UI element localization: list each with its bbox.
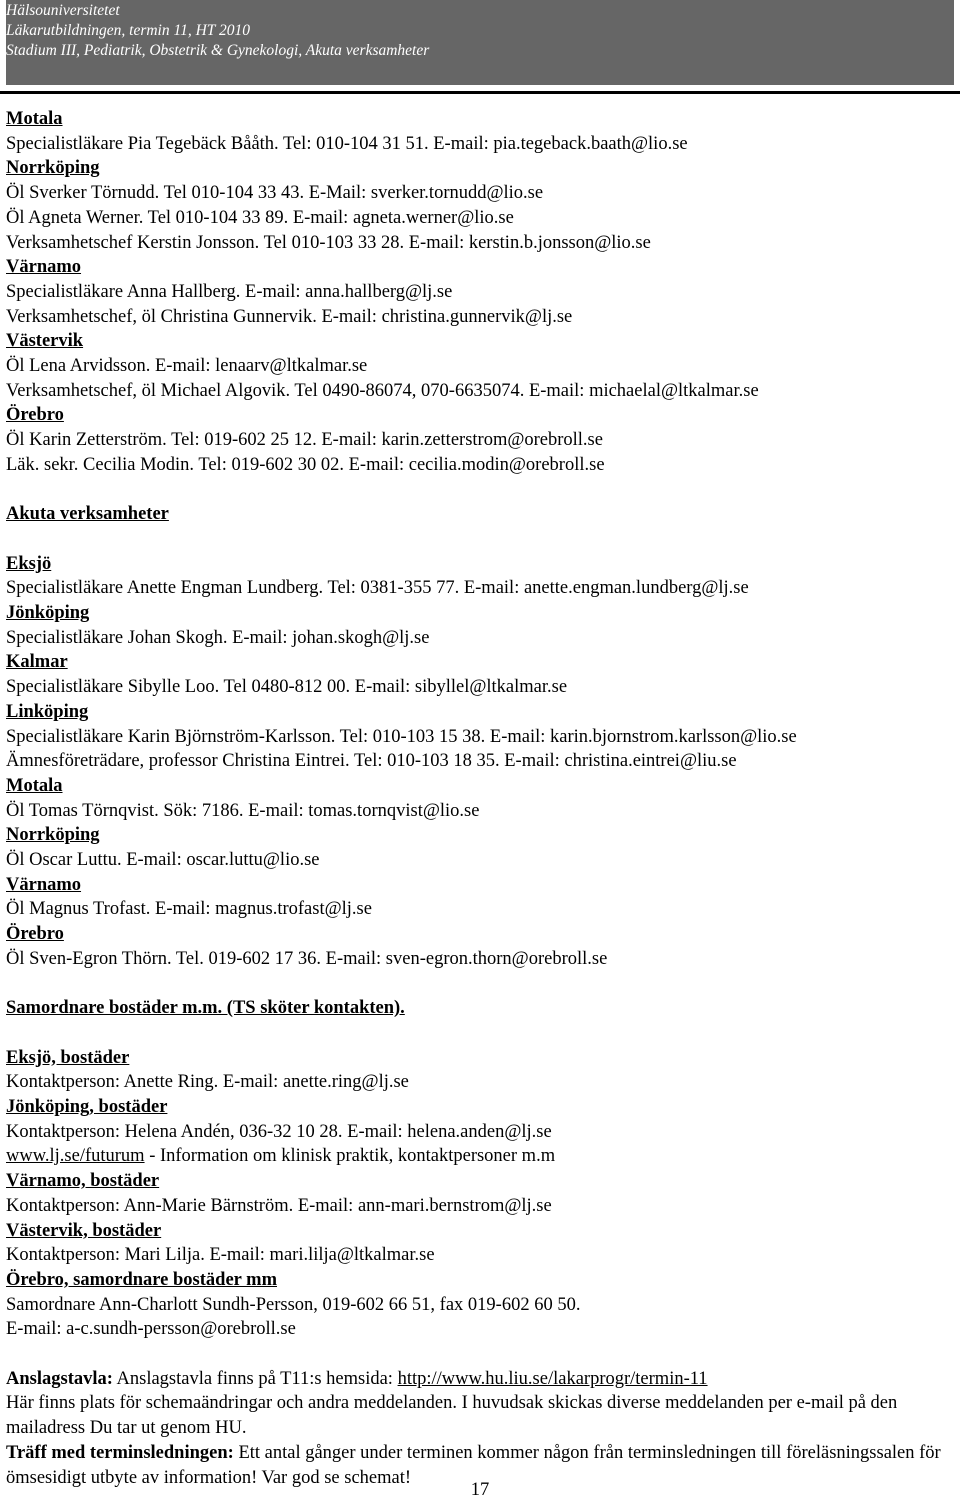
city-heading: Värnamo <box>6 874 82 895</box>
notice-board-paragraph <box>6 1367 954 1392</box>
futurum-link[interactable]: www.lj.se/futurum <box>6 1146 145 1167</box>
housing-heading: Örebro, samordnare bostäder mm <box>6 1269 277 1290</box>
contact-line: Specialistläkare Johan Skogh. E-mail: johan.skogh@lj.se <box>6 627 430 648</box>
notice-board-label: Anslagstavla: <box>6 1368 113 1389</box>
contact-line: Specialistläkare Anette Engman Lundberg. Tel: 0381-355 77. E-mail: anette.engman.lundberg@lj.se <box>6 578 749 599</box>
contact-line: Ämnesföreträdare, professor Christina Eintrei. Tel: 010-103 18 35. E-mail: christina.eintrei@liu.se <box>6 751 737 772</box>
contact-line: Öl Agneta Werner. Tel 010-104 33 89. E-mail: agneta.werner@lio.se <box>6 207 514 228</box>
document-body <box>6 107 954 1490</box>
section-heading-akuta: Akuta verksamheter <box>6 504 169 525</box>
contact-line: Verksamhetschef, öl Christina Gunnervik. E-mail: christina.gunnervik@lj.se <box>6 306 573 327</box>
notice-board-description: Här finns plats för schemaändringar och andra meddelanden. I huvudsak skickas diverse meddelanden per e-mail på den mailadress Du tar ut genom HU. <box>6 1393 898 1439</box>
header-university: Hälsouniversitetet <box>6 2 120 19</box>
city-heading: Norrköping <box>6 158 100 179</box>
contact-line: Öl Magnus Trofast. E-mail: magnus.trofast@lj.se <box>6 899 372 920</box>
header-stage: Stadium III, Pediatrik, Obstetrik & Gynekologi, Akuta verksamheter <box>6 42 430 59</box>
page-number: 17 <box>470 1480 490 1500</box>
futurum-line <box>6 1144 954 1169</box>
contact-line: Kontaktperson: Helena Andén, 036-32 10 28. E-mail: helena.anden@lj.se <box>6 1121 552 1142</box>
contact-line: Kontaktperson: Ann-Marie Bärnström. E-mail: ann-mari.bernstrom@lj.se <box>6 1195 552 1216</box>
housing-heading: Värnamo, bostäder <box>6 1171 160 1192</box>
document-header <box>6 0 954 85</box>
contact-line: Specialistläkare Karin Björnström-Karlsson. Tel: 010-103 15 38. E-mail: karin.bjornstrom.karlsson@lio.se <box>6 726 797 747</box>
city-heading: Värnamo <box>6 257 82 278</box>
contact-line: Öl Sven-Egron Thörn. Tel. 019-602 17 36. E-mail: sven-egron.thorn@orebroll.se <box>6 948 608 969</box>
contact-line: Samordnare Ann-Charlott Sundh-Persson, 019-602 66 51, fax 019-602 60 50. <box>6 1294 581 1315</box>
contact-line: E-mail: a-c.sundh-persson@orebroll.se <box>6 1319 296 1340</box>
city-heading: Kalmar <box>6 652 68 673</box>
contact-line: Specialistläkare Pia Tegebäck Bååth. Tel: 010-104 31 51. E-mail: pia.tegeback.baath@lio.se <box>6 133 688 154</box>
city-heading: Eksjö <box>6 553 52 574</box>
city-heading: Västervik <box>6 331 84 352</box>
contact-line: Öl Sverker Törnudd. Tel 010-104 33 43. E-Mail: sverker.tornudd@lio.se <box>6 183 544 204</box>
city-heading: Örebro <box>6 924 64 945</box>
header-program: Läkarutbildningen, termin 11, HT 2010 <box>6 22 250 39</box>
housing-heading: Jönköping, bostäder <box>6 1097 168 1118</box>
contact-line: Verksamhetschef Kerstin Jonsson. Tel 010-103 33 28. E-mail: kerstin.b.jonsson@lio.se <box>6 232 651 253</box>
city-heading: Norrköping <box>6 825 100 846</box>
contact-line: Öl Tomas Törnqvist. Sök: 7186. E-mail: tomas.tornqvist@lio.se <box>6 800 480 821</box>
city-heading: Motala <box>6 775 63 796</box>
housing-heading: Västervik, bostäder <box>6 1220 162 1241</box>
header-rule <box>0 91 960 94</box>
section-heading-housing: Samordnare bostäder m.m. (TS sköter kontakten). <box>6 998 405 1019</box>
contact-line: Specialistläkare Anna Hallberg. E-mail: anna.hallberg@lj.se <box>6 281 453 302</box>
meeting-label: Träff med terminsledningen: <box>6 1442 234 1463</box>
contact-line: Specialistläkare Sibylle Loo. Tel 0480-812 00. E-mail: sibyllel@ltkalmar.se <box>6 677 568 698</box>
contact-line: Kontaktperson: Anette Ring. E-mail: anette.ring@lj.se <box>6 1072 409 1093</box>
city-heading: Örebro <box>6 405 64 426</box>
housing-heading: Eksjö, bostäder <box>6 1047 130 1068</box>
contact-line: Verksamhetschef, öl Michael Algovik. Tel 0490-86074, 070-6635074. E-mail: michaelal@ltkalmar.se <box>6 380 759 401</box>
city-heading: Linköping <box>6 701 89 722</box>
contact-line: Öl Oscar Luttu. E-mail: oscar.luttu@lio.se <box>6 850 320 871</box>
notice-board-text: Anslagstavla finns på T11:s hemsida: <box>112 1368 398 1389</box>
contact-line: Öl Lena Arvidsson. E-mail: lenaarv@ltkalmar.se <box>6 356 368 377</box>
contact-line: Öl Karin Zetterström. Tel: 019-602 25 12. E-mail: karin.zetterstrom@orebroll.se <box>6 430 603 451</box>
city-heading: Jönköping <box>6 603 90 624</box>
notice-board-link[interactable]: http://www.hu.liu.se/lakarprogr/termin-11 <box>397 1368 708 1389</box>
futurum-description: - Information om klinisk praktik, kontaktpersoner m.m <box>144 1146 556 1167</box>
contact-line: Läk. sekr. Cecilia Modin. Tel: 019-602 30 02. E-mail: cecilia.modin@orebroll.se <box>6 454 605 475</box>
city-heading: Motala <box>6 109 63 129</box>
contact-line: Kontaktperson: Mari Lilja. E-mail: mari.lilja@ltkalmar.se <box>6 1245 435 1266</box>
meeting-text: Ett antal gånger under terminen kommer någon från terminsledningen till föreläsningssalen för ömsesidigt utbyte av information! Var god se schemat! <box>6 1442 941 1488</box>
